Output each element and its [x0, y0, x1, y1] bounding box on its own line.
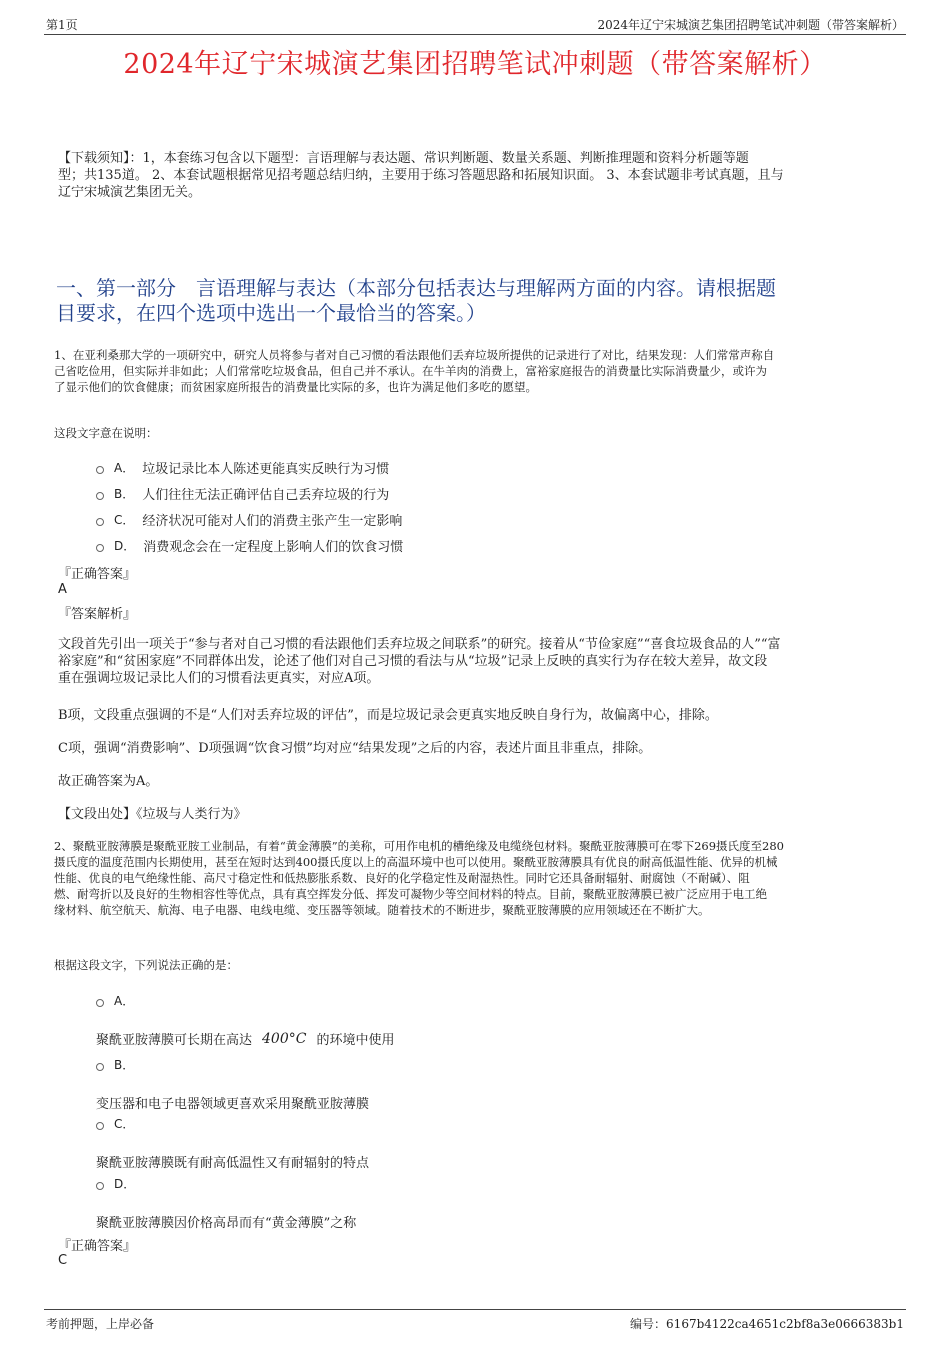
radio-icon[interactable]	[96, 1063, 104, 1071]
question-line: 己省吃俭用，但实际并非如此；人们常常吃垃圾食品，但自己并不承认。在牛羊肉的消费上，富裕家庭报告的消费量比实际消费量少，或许为	[54, 364, 767, 378]
analysis-paragraph	[58, 636, 896, 687]
radio-icon[interactable]	[96, 544, 104, 552]
radio-icon[interactable]	[96, 999, 104, 1007]
header-doc-title: 2024年辽宁宋城演艺集团招聘笔试冲刺题（带答案解析）	[597, 18, 904, 32]
option-letter: B．	[114, 1058, 135, 1072]
q1-option-d[interactable]	[96, 536, 403, 555]
radio-icon[interactable]	[96, 466, 104, 474]
section-heading-line: 一、第一部分 言语理解与表达（本部分包括表达与理解两方面的内容。请根据题	[56, 276, 776, 300]
option-letter: C．	[114, 513, 135, 527]
option-text: 聚酰亚胺薄膜既有耐高低温性又有耐辐射的特点	[96, 1156, 370, 1171]
question-2-prompt: 根据这段文字，下列说法正确的是：	[54, 958, 238, 972]
q1-option-a[interactable]	[96, 458, 389, 477]
page-number: 第1页	[46, 18, 78, 32]
radio-icon[interactable]	[96, 1182, 104, 1190]
radio-icon[interactable]	[96, 1122, 104, 1130]
footer-doc-id: 编号：6167b4122ca4651c2bf8a3e0666383b1	[630, 1317, 904, 1331]
page-footer	[44, 1309, 906, 1332]
answer-label: 『正确答案』	[58, 567, 137, 582]
section-heading	[56, 276, 900, 326]
option-text: 消费观念会在一定程度上影响人们的饮食习惯	[143, 540, 404, 555]
q2-option-d[interactable]	[96, 1175, 356, 1231]
notice-line: 【下载须知】：1，本套练习包含以下题型：言语理解与表达题、常识判断题、数量关系题、判断推理题和资料分析题等题	[58, 151, 749, 166]
question-line: 1、在亚利桑那大学的一项研究中，研究人员将参与者对自己习惯的看法跟他们丢弃垃圾所提供的记录进行了对比，结果发现：人们常常声称自	[54, 348, 775, 362]
analysis-conclusion: 故正确答案为A。	[58, 774, 159, 789]
option-letter: D．	[114, 1177, 136, 1191]
analysis-line: 文段首先引出一项关于“参与者对自己习惯的看法跟他们丢弃垃圾之间联系”的研究。接着从“节俭家庭”“喜食垃圾食品的人”“富	[58, 637, 781, 652]
option-letter: A．	[114, 994, 135, 1008]
correct-answer: A	[58, 582, 67, 597]
option-letter: C．	[114, 1117, 135, 1131]
question-line: 性能、优良的电气绝缘性能、高尺寸稳定性和低热膨胀系数、良好的化学稳定性及耐湿热性。同时它还具备耐辐射、耐腐蚀（不耐碱）、阻	[54, 871, 750, 885]
analysis-paragraph: C项，强调“消费影响”、D项强调“饮食习惯”均对应“结果发现”之后的内容，表述片面且非重点，排除。	[58, 741, 652, 756]
q1-option-b[interactable]	[96, 484, 389, 503]
q2-option-a[interactable]	[96, 992, 394, 1048]
option-text: 垃圾记录比本人陈述更能真实反映行为习惯	[142, 462, 390, 477]
answer-label: 『正确答案』	[58, 1239, 137, 1254]
analysis-label: 『答案解析』	[58, 607, 137, 622]
option-text: 聚酰亚胺薄膜可长期在高达	[96, 1033, 253, 1048]
analysis-paragraph: B项，文段重点强调的不是“人们对丢弃垃圾的评估”，而是垃圾记录会更真实地反映自身行为，故偏离中心，排除。	[58, 708, 718, 723]
notice-line: 型；共135道。 2、本套试题根据常见招考题总结归纳，主要用于练习答题思路和拓展知识面。 3、本套试题非考试真题，且与	[58, 168, 784, 183]
q2-option-c[interactable]	[96, 1115, 369, 1171]
temperature-value: 400°C	[262, 1030, 307, 1047]
q1-option-c[interactable]	[96, 510, 402, 529]
question-line: 缘材料、航空航天、航海、电子电器、电线电缆、变压器等领域。随着技术的不断进步，聚酰亚胺薄膜的应用领域还在不断扩大。	[54, 903, 710, 917]
analysis-line: 裕家庭”和“贫困家庭”不同群体出发，论述了他们对自己习惯的看法与从“垃圾”记录上反映的真实行为存在较大差异，故文段	[58, 654, 768, 669]
option-text: 经济状况可能对人们的消费主张产生一定影响	[142, 514, 403, 529]
option-text: 的环境中使用	[316, 1033, 395, 1048]
option-text: 变压器和电子电器领域更喜欢采用聚酰亚胺薄膜	[96, 1097, 370, 1112]
radio-icon[interactable]	[96, 492, 104, 500]
option-letter: B．	[114, 487, 135, 501]
page-header	[44, 12, 906, 35]
option-text: 聚酰亚胺薄膜因价格高昂而有“黄金薄膜”之称	[96, 1216, 357, 1231]
question-2-text	[54, 838, 898, 918]
question-line: 了显示他们的饮食健康；而贫困家庭所报告的消费量比实际的多，也许为满足他们多吃的愿望。	[54, 380, 537, 394]
question-1-text	[54, 347, 898, 395]
document-title: 2024年辽宁宋城演艺集团招聘笔试冲刺题（带答案解析）	[123, 49, 827, 80]
notice-line: 辽宁宋城演艺集团无关。	[58, 185, 202, 200]
correct-answer: C	[58, 1253, 68, 1268]
question-1-prompt: 这段文字意在说明：	[54, 426, 158, 440]
question-line: 2、聚酰亚胺薄膜是聚酰亚胺工业制品，有着“黄金薄膜”的美称，可用作电机的槽绝缘及电缆绕包材料。聚酰亚胺薄膜可在零下269摄氏度至280	[54, 839, 784, 853]
footer-slogan: 考前押题，上岸必备	[46, 1317, 155, 1331]
radio-icon[interactable]	[96, 518, 104, 526]
download-notice	[58, 150, 894, 201]
option-text: 人们往往无法正确评估自己丢弃垃圾的行为	[142, 488, 390, 503]
source-citation: 【文段出处】《垃圾与人类行为》	[58, 807, 247, 822]
analysis-line: 重在强调垃圾记录比人们的习惯看法更真实，对应A项。	[58, 671, 380, 686]
section-heading-line: 目要求，在四个选项中选出一个最恰当的答案。）	[56, 301, 486, 325]
question-line: 摄氏度的温度范围内长期使用，甚至在短时达到400摄氏度以上的高温环境中也可以使用。聚酰亚胺薄膜具有优良的耐高低温性能、优异的机械	[54, 855, 778, 869]
question-line: 燃、耐弯折以及良好的生物相容性等优点，具有真空挥发分低、挥发可凝物少等空间材料的特点。目前，聚酰亚胺薄膜已被广泛应用于电工绝	[54, 887, 767, 901]
q2-option-b[interactable]	[96, 1056, 369, 1112]
option-letter: D．	[114, 539, 136, 553]
option-letter: A．	[114, 461, 135, 475]
